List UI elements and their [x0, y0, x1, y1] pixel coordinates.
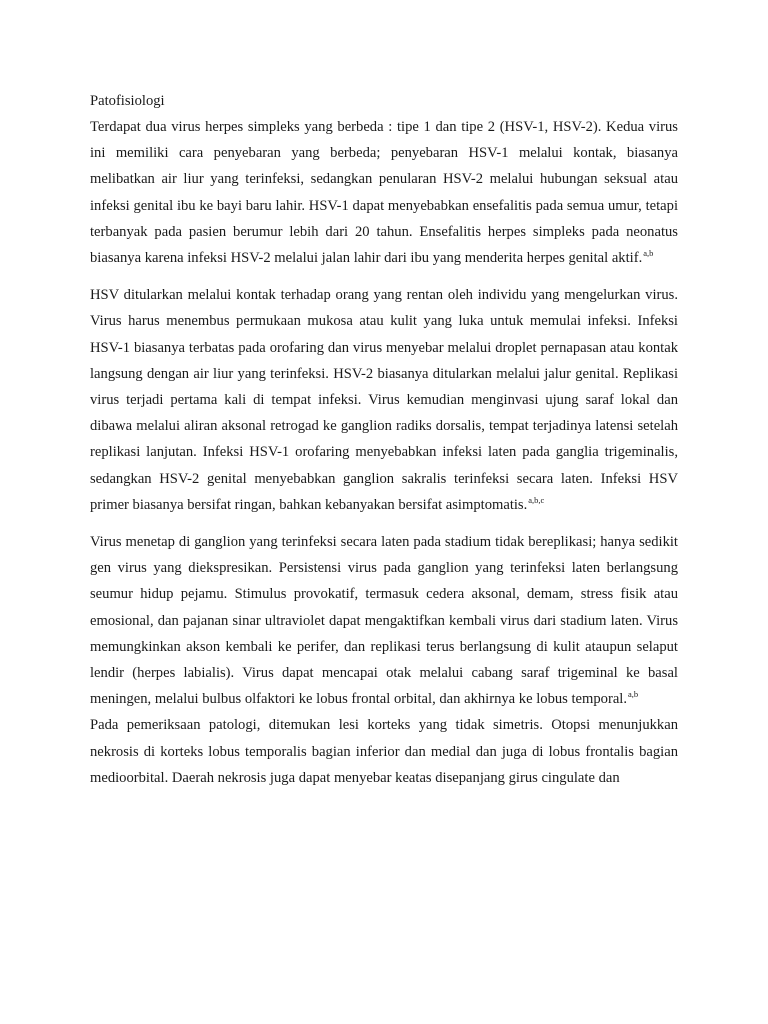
paragraph-1	[90, 114, 678, 271]
paragraph-4-text: Pada pemeriksaan patologi, ditemukan lesi korteks yang tidak simetris. Otopsi menunjukkan nekrosis di korteks lobus temporalis bagian inferior dan medial dan juga di lobus frontalis bagian medioorbital. Daerah nekrosis juga dapat menyebar keatas disepanjang girus cingulate dan	[90, 717, 678, 786]
paragraph-4	[90, 712, 678, 791]
document-page	[90, 88, 678, 791]
paragraph-1-text: Terdapat dua virus herpes simpleks yang berbeda : tipe 1 dan tipe 2 (HSV-1, HSV-2). Kedua virus ini memiliki cara penyebaran yang berbeda; penyebaran HSV-1 melalui kontak, biasanya melibatkan air liur yang terinfeksi, sedangkan penularan HSV-2 melalui hubungan seksual atau infeksi genital ibu ke bayi baru lahir. HSV-1 dapat menyebabkan ensefalitis pada semua umur, tetapi terbanyak pada pasien berumur lebih dari 20 tahun. Ensefalitis herpes simpleks pada neonatus biasanya karena infeksi HSV-2 melalui jalan lahir dari ibu yang menderita herpes genital aktif.	[90, 119, 678, 267]
paragraph-3	[90, 529, 678, 712]
paragraph-2-citation: a,b,c	[528, 494, 545, 505]
paragraph-2-text: HSV ditularkan melalui kontak terhadap orang yang rentan oleh individu yang mengelurkan virus. Virus harus menembus permukaan mukosa atau kulit yang luka untuk memulai infeksi. Infeksi HSV-1 biasanya terbatas pada orofaring dan virus menyebar melalui droplet pernapasan atau kontak langsung dengan air liur yang terinfeksi. HSV-2 biasanya ditularkan melalui jalur genital. Replikasi virus terjadi pertama kali di tempat infeksi. Virus kemudian menginvasi ujung saraf lokal dan dibawa melalui aliran aksonal retrogad ke ganglion radiks dorsalis, tempat terjadinya latensi setelah replikasi lanjutan. Infeksi HSV-1 orofaring menyebabkan infeksi laten pada ganglia trigeminalis, sedangkan HSV-2 genital menyebabkan ganglion sakralis terinfeksi secara laten. Infeksi HSV primer biasanya bersifat ringan, bahkan kebanyakan bersifat asimptomatis.	[90, 287, 678, 513]
paragraph-1-citation: a,b	[643, 248, 654, 259]
section-heading: Patofisiologi	[90, 93, 165, 109]
paragraph-3-text: Virus menetap di ganglion yang terinfeksi secara laten pada stadium tidak bereplikasi; hanya sedikit gen virus yang diekspresikan. Persistensi virus pada ganglion yang terinfeksi laten berlangsung seumur hidup pejamu. Stimulus provokatif, termasuk cedera aksonal, demam, stress fisik atau emosional, dan pajanan sinar ultraviolet dapat mengaktifkan kembali virus dari stadium laten. Virus memungkinkan akson kembali ke perifer, dan replikasi terus berlangsung di kulit ataupun selaput lendir (herpes labialis). Virus dapat mencapai otak melalui cabang saraf trigeminal ke basal meningen, melalui bulbus olfaktori ke lobus frontal orbital, dan akhirnya ke lobus temporal.	[90, 534, 678, 708]
paragraph-2	[90, 282, 678, 518]
paragraph-3-citation: a,b	[628, 689, 639, 700]
